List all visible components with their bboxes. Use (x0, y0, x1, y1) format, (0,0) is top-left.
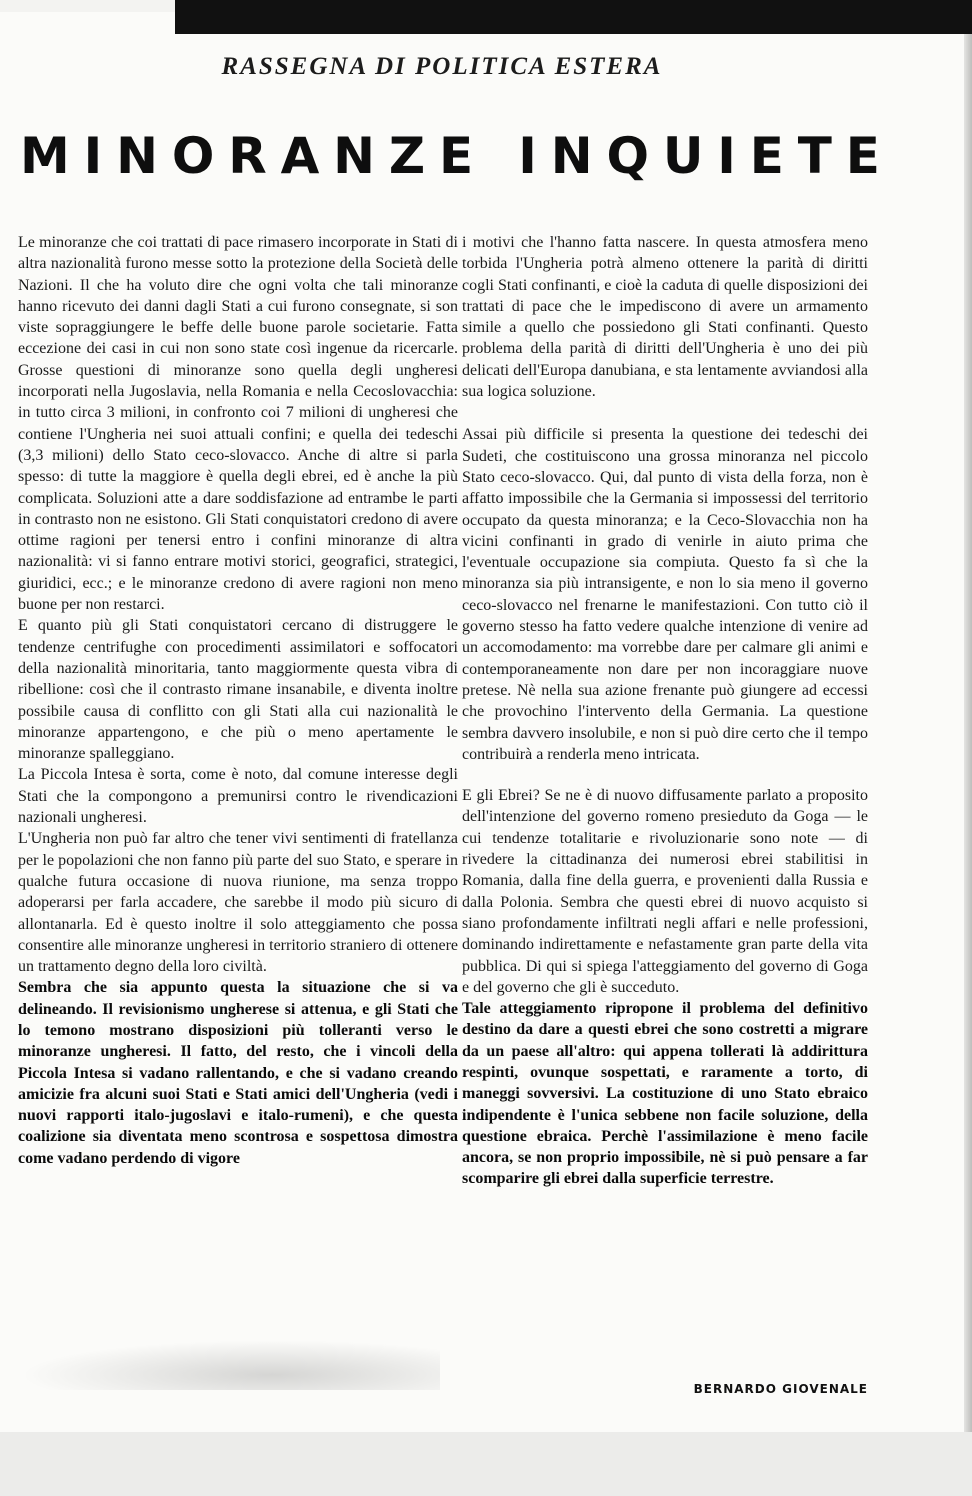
left-text-column (18, 232, 458, 1169)
paragraph: i motivi che l'hanno fatta nascere. In questa atmosfera meno torbida l'Ungheria potrà almeno ottenere la parità di diritti cogli Stati confinanti, e cioè la caduta di quelle disposizioni dei trattati di pace che le impediscono di avere un armamento simile a quello che possiedono gli Stati confinanti. Questo problema della parità di diritti dell'Ungheria è uno dei più delicati dell'Europa danubiana, e sta lentamente avviandosi alla sua logica soluzione. (462, 234, 868, 401)
title-letter: E (845, 127, 880, 185)
paragraph: Assai più difficile si presenta la questione dei tedeschi dei Sudeti, che costituiscono una grossa minoranza nel piccolo Stato ceco-slovacco. Qui, dal punto di vista della forza, non è affatto impossibile che la Germania si impossessi del territorio occupato da questa minoranza; e la Ceco-Slovacchia non ha vicini confinanti in grado di venirle in aiuto prima che l'eventuale occupazione sia compiuta. Questo fa sì che la minoranza sia più intransigente, e non lo sia meno il governo ceco-slovacco nel frenarne le manifestazioni. Con tutto ciò il governo stesso ha fatto vedere qualche intenzione di venire ad un accomodamento: ma vorrebbe dare per calmare gli animi e contemporaneamente non dare per non incoraggiare nuove pretese. Nè nella sua azione frenante può giungere ad eccessi che provochino l'intervento della Germania. La questione sembra davvero insolubile, e non si può dire certo che il tempo contribuirà a renderla meno intricata. (462, 426, 868, 763)
title-letter: N (550, 127, 593, 185)
page-corner-scan-margin (0, 0, 175, 12)
paragraph: E quanto più gli Stati conquistatori cercano di distruggere le tendenze centrifughe con procedimenti assimilatori e soffocatori della nazionalità minoritaria, tanto maggiormente questa vibra di ribellione: così che il contrasto rimane insanabile, e diventa inoltre possibile causa di conflitto con gli Stati alla cui nazionalità le minoranze appartengono, e che più o meno apertamente le minoranze spalleggiano. (18, 617, 458, 763)
right-page-edge (964, 34, 972, 1496)
title-letter: O (171, 127, 215, 185)
right-text-column (462, 232, 868, 1190)
title-letter: I (83, 127, 103, 185)
title-letter: U (662, 127, 704, 185)
author-signature: BERNARDO GIOVENALE (693, 1382, 868, 1396)
paragraph: L'Ungheria non può far altro che tener vivi sentimenti di fratellanza per le popolazioni che non fanno più parte del suo Stato, e sperare in qualche futura occasione di nuova riunione, ma senza troppo adoperarsi per farla accadere, che sarebbe il modo più sicuro di allontanarla. Ed è questo inoltre il solo atteggiamento che possa consentire alle minoranze ungheresi in territorio straniero di ottenere un trattamento degno della loro civiltà. (18, 830, 458, 976)
paragraph: E gli Ebrei? Se ne è di nuovo diffusamente parlato a proposito dell'intenzione del governo romeno presieduto da Goga — le cui tendenze totalitarie e rivoluzionarie sono note — di rivedere la cittadinanza dei numerosi ebrei stabilitisi in Romania, dalla fine della guerra, e provenienti dalla Russia e dalla Polonia. Sembra che questi ebrei di nuovo acquisto si siano profondamente infiltrati negli affari e nelle professioni, dominando indirettamente e nefastamente gran parte della vita pubblica. Di qui si spiega l'atteggiamento del governo di Goga e del governo che gli è succeduto. (462, 787, 868, 996)
title-word-space (487, 118, 504, 194)
title-letter: M (20, 127, 70, 185)
title-letter: E (749, 127, 784, 185)
title-letter: E (438, 127, 474, 185)
paragraph: La Piccola Intesa è sorta, come è noto, dal comune interesse degli Stati che la compongono a premunirsi contro le rivendicazioni nazionali ungheresi. (18, 766, 458, 827)
title-letter: Q (606, 127, 649, 185)
title-letter: R (228, 127, 267, 185)
top-black-border (175, 0, 972, 34)
title-letter: N (116, 127, 158, 185)
paragraph: Le minoranze che coi trattati di pace rimasero incorporate in Stati di altra nazionalità furono messe sotto la protezione della Società delle Nazioni. Il che ha voluto dire che ogni volta che tali minoranze hanno ricevuto dei danni dagli Stati a cui furono consegnate, si son viste sopraggiungere le beffe delle buone parole societarie. Fatta eccezione dei casi in cui non sono state così ingenue da ricercarle. Grosse questioni di minoranze sono quella degli ungheresi incorporati nella Jugoslavia, nella Romania e nella Cecoslovacchia: in tutto circa 3 milioni, in confronto coi 7 milioni di ungheresi che contiene l'Ungheria nei suoi attuali confini; e quella dei tedeschi (3,3 milioni) dello Stato ceco-slovacco. Anche di altre si parla spesso: di tutte la maggiore è quella degli ebrei, ed è anche la più complicata. Soluzioni atte a dare soddisfazione ad entrambe le parti in contrasto non ne esistono. Gli Stati conquistatori credono di avere ottime ragioni per tenersi entro i confini minoranze di altra nazionalità: vi si fanno entrare motivi storici, geografici, strategici, giuridici, ecc.; e le minoranze credono di avere ragioni non meno buone per non restarci. (18, 234, 458, 614)
title-letter: I (717, 127, 736, 185)
section-rubric: RASSEGNA DI POLITICA ESTERA (221, 53, 663, 80)
title-letter: N (333, 127, 375, 185)
title-letter: A (280, 127, 320, 185)
paragraph: Tale atteggiamento ripropone il problema del definitivo destino da dare a questi ebrei che sono costretti a migrare da un paese all'altro: qui appena tollerati là addirittura respinti, ovunque sospettati, e raramente a torto, di maneggi sovversivi. La costituzione di uno Stato ebraico indipendente è l'unica sebbene non facile soluzione, della questione ebraica. Perchè l'assimilazione è meno facile ancora, se non proprio impossibile, nè si può pensare a far scomparire gli ebrei dalla superficie terrestre. (462, 1000, 868, 1188)
title-letter: T (797, 127, 832, 185)
print-smudge (20, 1340, 440, 1390)
paragraph: Sembra che sia appunto questa la situazione che si va delineando. Il revisionismo ungherese si attenua, e gli Stati che lo temono mostrano disposizioni più tolleranti verso le minoranze ungheresi. Il fatto, del resto, che i vincoli della Piccola Intesa si vadano rallentando, e che si vadano creando amicizie fra alcuni suoi Stati e Stati amici dell'Ungheria (vedi i nuovi rapporti italo-jugoslavi e italo-rumeni), e che questa coalizione sia diventata meno scontrosa e sospettosa dimostra come vadano perdendo di vigore (18, 979, 458, 1167)
article-title (20, 118, 880, 194)
bottom-scan-margin (0, 1432, 972, 1496)
title-letter: Z (388, 127, 426, 185)
title-letter: I (518, 127, 537, 185)
